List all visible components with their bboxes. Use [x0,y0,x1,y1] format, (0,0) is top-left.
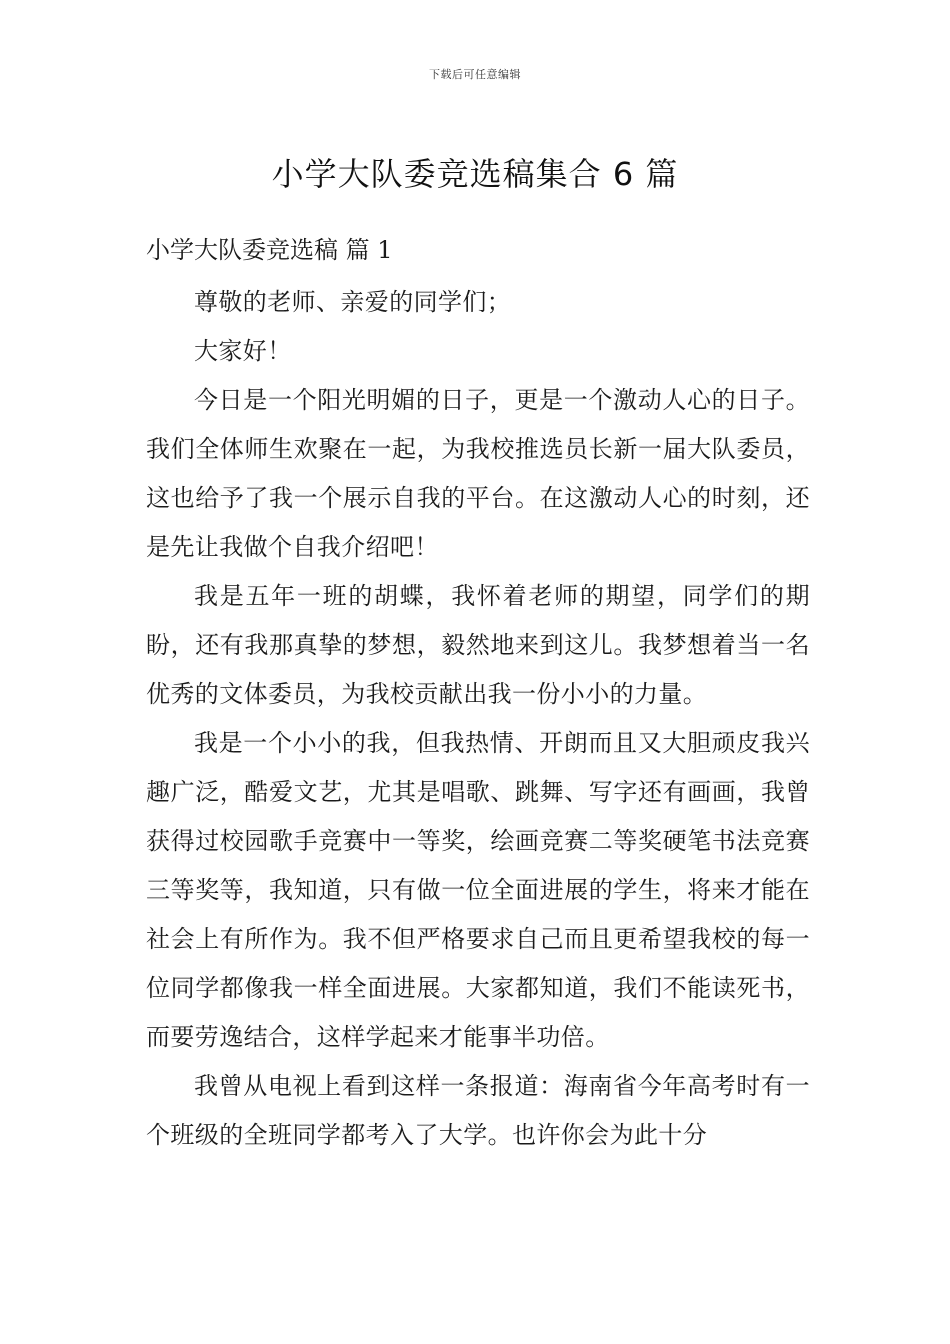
section-heading: 小学大队委竞选稿 篇 1 [146,236,393,264]
body-text [146,278,810,1160]
paragraph-report: 我曾从电视上看到这样一条报道：海南省今年高考时有一个班级的全班同学都考入了大学。也许你会为此十分 [146,1072,810,1149]
document-title: 小学大队委竞选稿集合 6 篇 [271,155,679,194]
paragraph-greeting: 大家好！ [194,337,292,365]
header-note: 下载后可任意编辑 [429,68,521,81]
paragraph-introduction: 今日是一个阳光明媚的日子，更是一个激动人心的日子。我们全体师生欢聚在一起，为我校推选员长新一届大队委员，这也给予了我一个展示自我的平台。在这激动人心的时刻，还是先让我做个自我介绍吧！ [146,386,810,561]
paragraph-salutation: 尊敬的老师、亲爱的同学们； [194,288,512,316]
paragraph-self-intro: 我是五年一班的胡蝶，我怀着老师的期望，同学们的期盼，还有我那真挚的梦想，毅然地来到这儿。我梦想着当一名优秀的文体委员，为我校贡献出我一份小小的力量。 [146,582,810,708]
paragraph-hobbies: 我是一个小小的我，但我热情、开朗而且又大胆顽皮我兴趣广泛，酷爱文艺，尤其是唱歌、跳舞、写字还有画画，我曾获得过校园歌手竞赛中一等奖，绘画竞赛二等奖硬笔书法竞赛三等奖等，我知道，只有做一位全面进展的学生，将来才能在社会上有所作为。我不但严格要求自己而且更希望我校的每一位同学都像我一样全面进展。大家都知道，我们不能读死书，而要劳逸结合，这样学起来才能事半功倍。 [146,729,810,1051]
